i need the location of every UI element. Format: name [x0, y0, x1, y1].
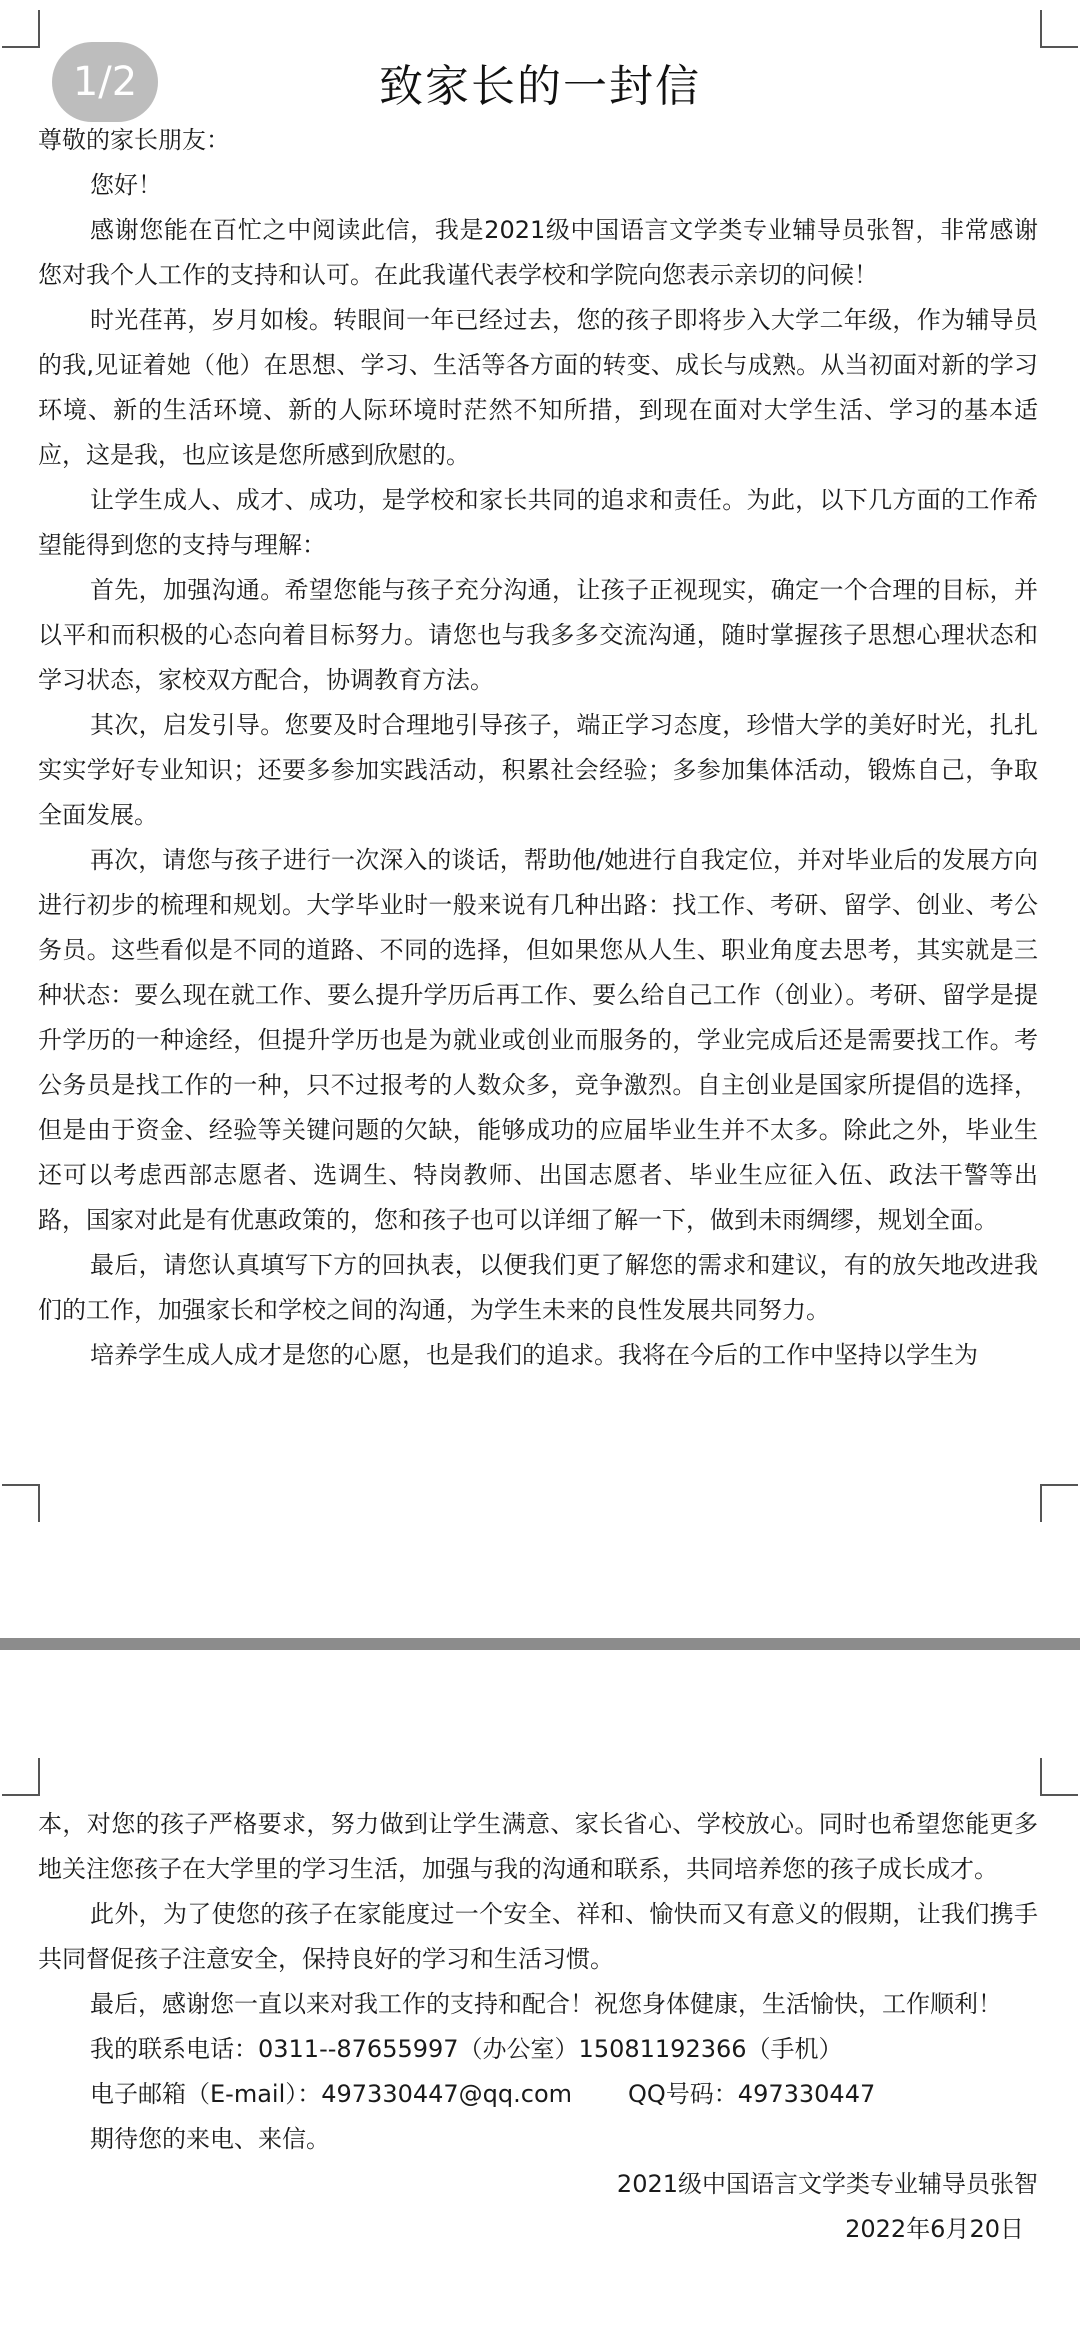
paragraph-thanks: 感谢您能在百忙之中阅读此信，我是2021级中国语言文学类专业辅导员张智，非常感谢您对我个人工作的支持和认可。在此我谨代表学校和学院向您表示亲切的问候！: [38, 216, 1038, 289]
salutation: 尊敬的家长朋友：: [38, 126, 230, 154]
paragraph-time: 时光荏苒，岁月如梭。转眼间一年已经过去，您的孩子即将步入大学二年级，作为辅导员的我,见证着她（他）在思想、学习、生活等各方面的转变、成长与成熟。从当初面对新的学习环境、新的生活环境、新的人际环境时茫然不知所措，到现在面对大学生活、学习的基本适应，这是我，也应该是您所感到欣慰的。: [38, 306, 1038, 469]
paragraph-third: 再次，请您与孩子进行一次深入的谈话，帮助他/她进行自我定位，并对毕业后的发展方向进行初步的梳理和规划。大学毕业时一般来说有几种出路：找工作、考研、留学、创业、考公务员。这些看似是不同的道路、不同的选择，但如果您从人生、职业角度去思考，其实就是三种状态：要么现在就工作、要么提升学历后再工作、要么给自己工作（创业）。考研、留学是提升学历的一种途经，但提升学历也是为就业或创业而服务的，学业完成后还是需要找工作。考公务员是找工作的一种，只不过报考的人数众多，竞争激烈。自主创业是国家所提倡的选择，但是由于资金、经验等关键问题的欠缺，能够成功的应届毕业生并不太多。除此之外，毕业生还可以考虑西部志愿者、选调生、特岗教师、出国志愿者、毕业生应征入伍、政法干警等出路，国家对此是有优惠政策的，您和孩子也可以详细了解一下，做到未雨绸缪，规划全面。: [38, 846, 1038, 1234]
continuation-paragraph: 本，对您的孩子严格要求，努力做到让学生满意、家长省心、学校放心。同时也希望您能更多地关注您孩子在大学里的学习生活，加强与我的沟通和联系，共同培养您的孩子成长成才。: [38, 1810, 1038, 1883]
signature: 2021级中国语言文学类专业辅导员张智: [616, 2170, 1038, 2198]
crop-mark-bottom-left: [2, 1484, 40, 1522]
crop-mark-top-left-2: [2, 1758, 40, 1796]
paragraph-first: 首先，加强沟通。希望您能与孩子充分沟通，让孩子正视现实，确定一个合理的目标，并以平和而积极的心态向着目标努力。请您也与我多多交流沟通，随时掌握孩子思想心理状态和学习状态，家校双方配合，协调教育方法。: [38, 576, 1038, 694]
qq-line: QQ号码：497330447: [628, 2080, 876, 2108]
crop-mark-top-left: [2, 10, 40, 48]
page-separator: [0, 1638, 1080, 1650]
phone-line: 我的联系电话：0311--87655997（办公室）15081192366（手机）: [90, 2035, 843, 2063]
paragraph-holiday: 此外，为了使您的孩子在家能度过一个安全、祥和、愉快而又有意义的假期，让我们携手共同督促孩子注意安全，保持良好的学习和生活习惯。: [38, 1900, 1038, 1973]
crop-mark-bottom-right: [1040, 1484, 1078, 1522]
greeting: 您好！: [90, 171, 162, 199]
email-line: 电子邮箱（E-mail）：497330447@qq.com: [90, 2080, 573, 2108]
letter-body-page-1: [38, 118, 1038, 1378]
letter-body-page-2: [38, 1802, 1038, 2252]
closing-line: 期待您的来电、来信。: [90, 2125, 330, 2153]
paragraph-continue: 培养学生成人成才是您的心愿，也是我们的追求。我将在今后的工作中坚持以学生为: [90, 1341, 978, 1369]
paragraph-goal: 让学生成人、成才、成功，是学校和家长共同的追求和责任。为此，以下几方面的工作希望能得到您的支持与理解：: [38, 486, 1038, 559]
paragraph-second: 其次，启发引导。您要及时合理地引导孩子，端正学习态度，珍惜大学的美好时光，扎扎实实学好专业知识；还要多参加实践活动，积累社会经验；多参加集体活动，锻炼自己，争取全面发展。: [38, 711, 1038, 829]
letter-page-2: [0, 1650, 1080, 2336]
paragraph-thanks-final: 最后，感谢您一直以来对我工作的支持和配合！祝您身体健康，生活愉快，工作顺利！: [90, 1990, 1002, 2018]
paragraph-last: 最后，请您认真填写下方的回执表，以便我们更了解您的需求和建议，有的放矢地改进我们的工作，加强家长和学校之间的沟通，为学生未来的良性发展共同努力。: [38, 1251, 1038, 1324]
contact-line: [38, 2072, 1038, 2117]
letter-date: 2022年6月20日: [845, 2215, 1024, 2243]
crop-mark-top-right: [1040, 10, 1078, 48]
page-indicator: 1/2: [52, 42, 158, 122]
crop-mark-top-right-2: [1040, 1758, 1078, 1796]
letter-title: 致家长的一封信: [379, 61, 701, 112]
